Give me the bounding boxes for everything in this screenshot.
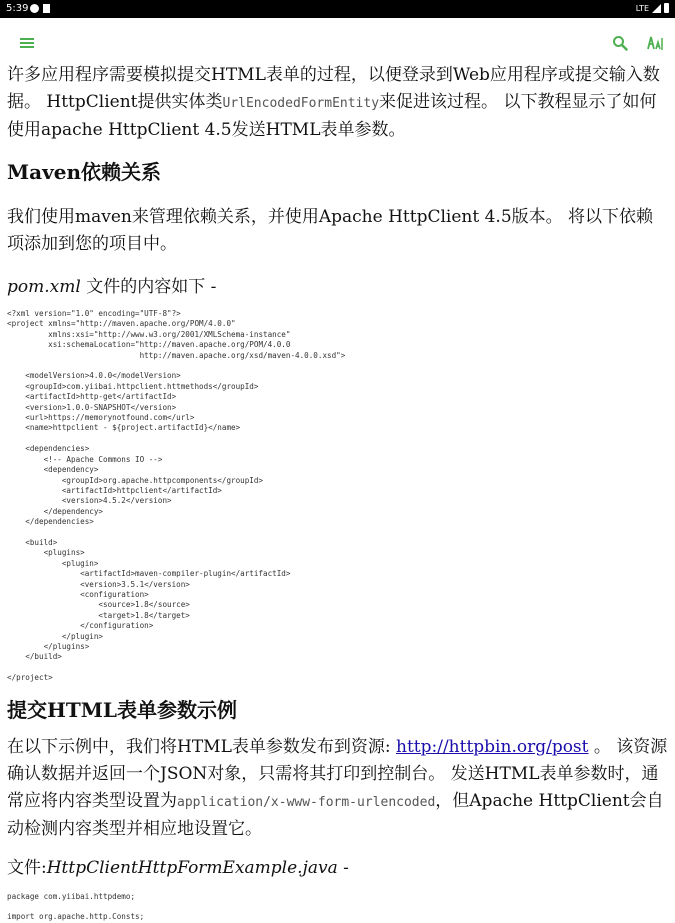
heading-form: 提交HTML表单参数示例 <box>7 697 237 722</box>
app-bar <box>0 18 675 66</box>
status-time: 5:39 <box>6 3 29 14</box>
maven-paragraph: 我们使用maven来管理依赖关系，并使用Apache HttpClient 4.5版本。 将以下依赖项添加到您的项目中。 <box>7 207 654 254</box>
menu-icon[interactable] <box>20 38 34 48</box>
httpbin-link[interactable]: http://httpbin.org/post <box>396 736 589 757</box>
file-label: 文件:HttpClientHttpFormExample.java - <box>7 857 349 878</box>
notification-icon <box>30 4 39 13</box>
java-code-block: package com.yiibai.httpdemo; import org.apache.http.Consts; <box>7 891 145 922</box>
font-size-icon[interactable] <box>646 34 664 52</box>
form-paragraph: 在以下示例中，我们将HTML表单参数发布到资源: http://httpbin.org/post 。 该资源确认数据并返回一个JSON对象，只需将其打印到控制台。 发送HTML表单参数时，通常应将内容类型设置为application/x-www-form-urlencoded，但Apache HttpClient会自动检测内容类型并相应地设置它。 <box>7 736 668 839</box>
article-content <box>7 62 669 923</box>
intro-paragraph: 许多应用程序需要模拟提交HTML表单的过程，以便登录到Web应用程序或提交输入数据。 HttpClient提供实体类UrlEncodedFormEntity来促进该过程。 以下教程显示了如何使用apache HttpClient 4.5发送HTML表单参数。 <box>7 65 660 140</box>
content-type-code: application/x-www-form-urlencoded <box>177 794 436 810</box>
inline-code: UrlEncodedFormEntity <box>222 96 380 111</box>
status-right <box>636 3 669 13</box>
heading-maven: Maven依赖关系 <box>7 160 161 184</box>
pom-filename: pom.xml <box>7 277 81 297</box>
pom-code-block: <?xml version="1.0" encoding="UTF-8"?> <project xmlns="http://maven.apache.org/POM/4.0.0" xmlns:xsi="http://www.w3.org/2001/XMLSchema-instance" xsi:schemaLocation="http://maven.apache.org/POM/4.0.0 http://maven.apache.org/xsd/maven-4.0.0.xsd"> <modelVersion>4.0.0</modelVersion> <groupId>com.yiibai.httpclient.httmethods</groupId> <artifactId>http-get</artifactId> <version>1.0.0-SNAPSHOT</version> <url>https://memorynotfound.com</url> <name>httpclient - ${project.artifactId}</name> <dependencies> <!-- Apache Commons IO --> <dependency> <groupId>org.apache.httpcomponents</groupId> <artifactId>httpclient</artifactId> <version>4.5.2</version> </dependency> </dependencies> <build> <plugins> <plugin> <artifactId>maven-compiler-plugin</artifactId> <version>3.5.1</version> <configuration> <source>1.8</source> <target>1.8</target> </configuration> </plugin> </plugins> </build> </project> <box>7 309 346 683</box>
java-filename: HttpClientHttpFormExample.java <box>46 857 338 878</box>
network-label: LTE <box>635 3 649 13</box>
battery-icon <box>664 3 669 13</box>
pom-label: pom.xml 文件的内容如下 - <box>7 277 217 297</box>
search-icon[interactable] <box>612 35 628 51</box>
sd-card-icon <box>43 4 50 13</box>
signal-icon <box>652 4 661 13</box>
status-bar <box>0 0 675 18</box>
